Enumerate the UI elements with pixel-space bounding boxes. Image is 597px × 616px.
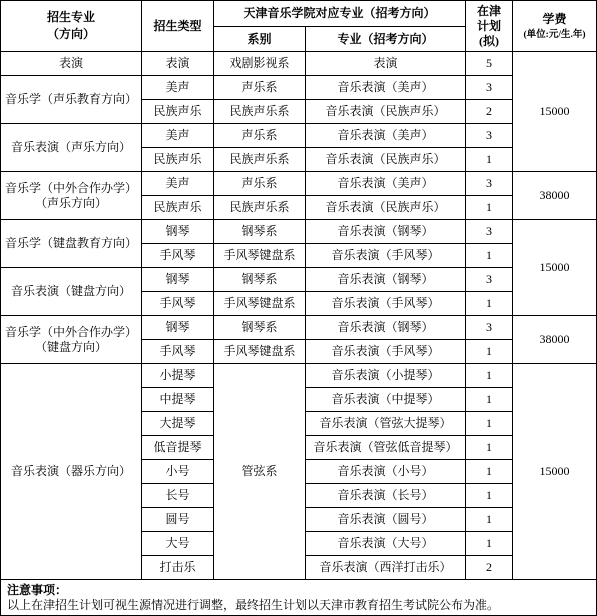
specialty-cell: 音乐表演（民族声乐） (306, 148, 466, 172)
header-type: 招生类型 (142, 1, 214, 52)
tuition-cell: 38000 (513, 316, 597, 364)
type-cell: 钢琴 (142, 316, 214, 340)
type-cell: 钢琴 (142, 268, 214, 292)
department-cell: 声乐系 (214, 124, 306, 148)
specialty-cell: 音乐表演（管弦大提琴） (306, 412, 466, 436)
department-cell: 民族声乐系 (214, 100, 306, 124)
department-cell: 管弦系 (214, 364, 306, 580)
header-counterpart: 天津音乐学院对应专业（招考方向） (214, 1, 466, 27)
specialty-cell: 音乐表演（手风琴） (306, 340, 466, 364)
admission-table-body (1, 52, 597, 580)
department-cell: 钢琴系 (214, 268, 306, 292)
header-specialty: 专业（招考方向） (306, 27, 466, 52)
department-cell: 手风琴键盘系 (214, 292, 306, 316)
type-cell: 表演 (142, 52, 214, 76)
type-cell: 美声 (142, 76, 214, 100)
department-cell: 声乐系 (214, 76, 306, 100)
type-cell: 圆号 (142, 508, 214, 532)
tuition-cell: 38000 (513, 172, 597, 220)
plan-cell: 2 (466, 100, 513, 124)
table-row (1, 220, 597, 244)
table-row (1, 76, 597, 100)
department-cell: 手风琴键盘系 (214, 340, 306, 364)
header-major (1, 1, 142, 52)
specialty-cell: 音乐表演（管弦低音提琴） (306, 436, 466, 460)
specialty-cell: 音乐表演（圆号） (306, 508, 466, 532)
specialty-cell: 音乐表演（美声） (306, 172, 466, 196)
major-name-line: 表演 (58, 56, 83, 70)
specialty-cell: 音乐表演（小提琴） (306, 364, 466, 388)
department-cell: 声乐系 (214, 172, 306, 196)
notes-cell (1, 580, 597, 616)
major-name-line: 音乐学（键盘教育方向） (4, 236, 137, 250)
major-name-line: 音乐学（中外合作办学） (4, 324, 137, 339)
table-footer (1, 580, 597, 616)
major-name-line: 音乐表演（声乐方向） (10, 140, 131, 154)
specialty-cell: 音乐表演（民族声乐） (306, 196, 466, 220)
major-name-line: （声乐方向） (34, 195, 107, 210)
specialty-cell: 音乐表演（钢琴） (306, 268, 466, 292)
specialty-cell: 音乐表演（大号） (306, 532, 466, 556)
type-cell: 手风琴 (142, 292, 214, 316)
department-cell: 手风琴键盘系 (214, 244, 306, 268)
notes-text: 以上在津招生计划可视生源情况进行调整，最终招生计划以天津市教育招生考试院公布为准。 (7, 598, 500, 612)
department-cell: 钢琴系 (214, 220, 306, 244)
type-cell: 美声 (142, 124, 214, 148)
major-cell (1, 268, 142, 316)
major-cell (1, 172, 142, 220)
type-cell: 低音提琴 (142, 436, 214, 460)
plan-cell: 3 (466, 172, 513, 196)
plan-cell: 1 (466, 412, 513, 436)
tuition-cell: 15000 (513, 52, 597, 172)
plan-cell: 1 (466, 340, 513, 364)
specialty-cell: 音乐表演（钢琴） (306, 316, 466, 340)
type-cell: 小号 (142, 460, 214, 484)
plan-cell: 3 (466, 220, 513, 244)
specialty-cell: 音乐表演（中提琴） (306, 388, 466, 412)
plan-cell: 3 (466, 268, 513, 292)
plan-cell: 1 (466, 508, 513, 532)
table-row (1, 52, 597, 76)
major-name-line: 音乐学（声乐教育方向） (4, 92, 137, 106)
department-cell: 民族声乐系 (214, 196, 306, 220)
plan-cell: 1 (466, 364, 513, 388)
department-cell: 戏剧影视系 (214, 52, 306, 76)
header-major-line: 招生专业 (46, 10, 95, 24)
header-row (1, 1, 597, 27)
major-name-line: 音乐表演（器乐方向） (10, 464, 131, 478)
type-cell: 打击乐 (142, 556, 214, 580)
plan-cell: 1 (466, 484, 513, 508)
type-cell: 手风琴 (142, 244, 214, 268)
specialty-cell: 音乐表演（美声） (306, 76, 466, 100)
type-cell: 手风琴 (142, 340, 214, 364)
type-cell: 长号 (142, 484, 214, 508)
notes-row (1, 580, 597, 616)
type-cell: 民族声乐 (142, 100, 214, 124)
plan-cell: 3 (466, 76, 513, 100)
type-cell: 大提琴 (142, 412, 214, 436)
specialty-cell: 音乐表演（手风琴） (306, 292, 466, 316)
department-cell: 钢琴系 (214, 316, 306, 340)
table-header (1, 1, 597, 52)
major-cell (1, 364, 142, 580)
plan-cell: 1 (466, 244, 513, 268)
table-row (1, 268, 597, 292)
notes-title: 注意事项： (7, 583, 68, 597)
specialty-cell: 表演 (306, 52, 466, 76)
specialty-cell: 音乐表演（西洋打击乐） (306, 556, 466, 580)
header-plan-line: 在津 (477, 3, 502, 18)
specialty-cell: 音乐表演（小号） (306, 460, 466, 484)
plan-cell: 1 (466, 436, 513, 460)
header-tuition-unit: (单位:元/生.年) (523, 30, 586, 40)
header-major-line: （方向） (46, 27, 95, 41)
specialty-cell: 音乐表演（钢琴） (306, 220, 466, 244)
table-row (1, 364, 597, 388)
major-cell (1, 76, 142, 124)
major-name-line: 音乐学（中外合作办学） (4, 180, 137, 195)
plan-cell: 3 (466, 316, 513, 340)
plan-cell: 5 (466, 52, 513, 76)
plan-cell: 1 (466, 388, 513, 412)
specialty-cell: 音乐表演（手风琴） (306, 244, 466, 268)
table-row (1, 172, 597, 196)
plan-cell: 3 (466, 124, 513, 148)
plan-cell: 2 (466, 556, 513, 580)
major-cell (1, 220, 142, 268)
type-cell: 民族声乐 (142, 196, 214, 220)
major-cell (1, 316, 142, 364)
type-cell: 中提琴 (142, 388, 214, 412)
table-row (1, 316, 597, 340)
plan-cell: 1 (466, 292, 513, 316)
specialty-cell: 音乐表演（民族声乐） (306, 100, 466, 124)
header-department: 系别 (214, 27, 306, 52)
major-name-line: （键盘方向） (34, 339, 107, 354)
major-cell (1, 52, 142, 76)
major-name-line: 音乐表演（键盘方向） (10, 284, 131, 298)
department-cell: 民族声乐系 (214, 148, 306, 172)
tuition-cell: 15000 (513, 364, 597, 580)
header-tuition (513, 1, 597, 52)
plan-cell: 1 (466, 532, 513, 556)
specialty-cell: 音乐表演（长号） (306, 484, 466, 508)
header-plan-line: (拟) (479, 33, 500, 48)
plan-cell: 1 (466, 196, 513, 220)
type-cell: 大号 (142, 532, 214, 556)
table-row (1, 124, 597, 148)
type-cell: 钢琴 (142, 220, 214, 244)
plan-cell: 1 (466, 148, 513, 172)
type-cell: 美声 (142, 172, 214, 196)
type-cell: 民族声乐 (142, 148, 214, 172)
major-cell (1, 124, 142, 172)
header-plan (466, 1, 513, 52)
plan-cell: 1 (466, 460, 513, 484)
header-tuition-title: 学费 (542, 12, 567, 26)
type-cell: 小提琴 (142, 364, 214, 388)
tuition-cell: 15000 (513, 220, 597, 316)
specialty-cell: 音乐表演（美声） (306, 124, 466, 148)
header-plan-line: 计划 (477, 18, 502, 33)
